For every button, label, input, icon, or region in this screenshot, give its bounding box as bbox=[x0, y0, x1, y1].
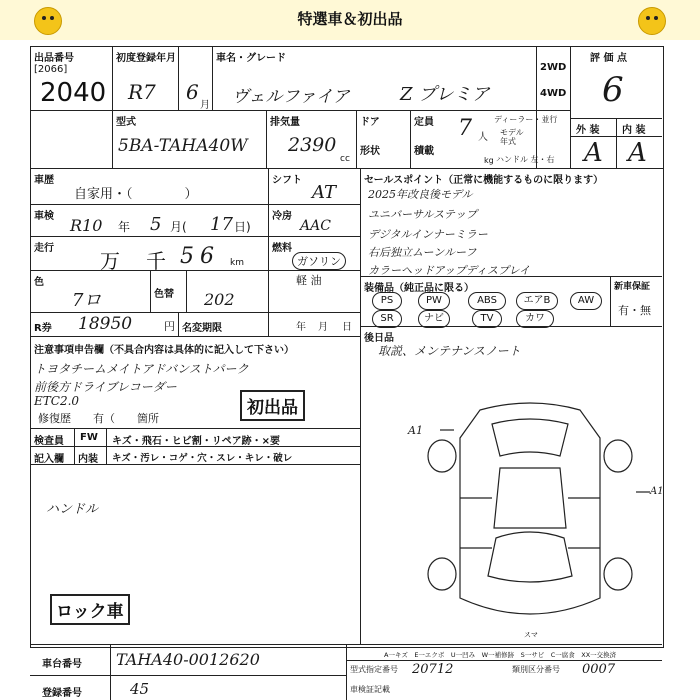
dealer-label: ディーラー・並行 bbox=[494, 115, 558, 124]
registration-cert-label: 車検証記載 bbox=[350, 685, 390, 694]
repair-history: 修復歴 有（ 箇所 bbox=[38, 412, 159, 425]
registration-label: 登録番号 bbox=[42, 688, 82, 699]
equipment-item: ABS bbox=[468, 292, 506, 310]
inspection-era: R10 bbox=[70, 216, 103, 235]
damage-legend: A一キズ E一エクボ U一凹み W一補修跡 S一サビ C一腐食 XX一交換済 bbox=[384, 651, 617, 659]
model-value: 5BA-TAHA40W bbox=[118, 136, 248, 156]
color-code-label: 色替 bbox=[154, 289, 174, 300]
drive-4wd: 4WD bbox=[540, 88, 567, 99]
sales-point-line: デジタルインナーミラー bbox=[368, 228, 488, 241]
usage-label: 車歴 bbox=[34, 175, 54, 186]
usage-value: 自家用・（ ） bbox=[74, 187, 198, 202]
class-code-label: 類別区分番号 bbox=[512, 665, 560, 674]
chassis-label: 車台番号 bbox=[42, 659, 82, 670]
fuel-label: 燃料 bbox=[272, 243, 292, 254]
ac-label: 冷房 bbox=[272, 211, 292, 222]
equipment-item: TV bbox=[472, 310, 502, 328]
sales-point-line: ユニバーサルステップ bbox=[368, 208, 477, 221]
mileage-man: 万 bbox=[100, 249, 120, 273]
equipment-item: AW bbox=[570, 292, 602, 310]
inspector-label: 検査員 bbox=[34, 436, 64, 447]
color-label: 色 bbox=[34, 277, 44, 288]
equipment-item: ナビ bbox=[418, 310, 450, 328]
equipment-item: PW bbox=[418, 292, 450, 310]
inspection-day-unit: 日) bbox=[234, 220, 251, 234]
color-code: 202 bbox=[204, 290, 235, 309]
chassis-number: TAHA40-0012620 bbox=[116, 650, 260, 669]
ac-value: AAC bbox=[300, 218, 331, 234]
sales-point-line: 2025年改良後モデル bbox=[368, 188, 473, 201]
recycle-unit: 円 bbox=[164, 320, 175, 333]
shift-label: シフト bbox=[272, 175, 302, 186]
model-year-label: モデル 年式 bbox=[500, 128, 524, 146]
sales-point-line: 右后独立ムーンルーフ bbox=[368, 246, 477, 259]
exterior-label: 外 装 bbox=[576, 125, 600, 136]
recycle-label: R券 bbox=[34, 323, 52, 334]
equipment-label: 装備品（純正品に限る） bbox=[364, 283, 474, 294]
damage-mark-side: A1 bbox=[650, 486, 664, 497]
first-reg-label: 初度登録年月 bbox=[116, 53, 176, 64]
mileage-unit: km bbox=[230, 258, 244, 268]
registration-value: 45 bbox=[130, 680, 150, 698]
inspection-year-unit: 年 bbox=[118, 220, 131, 234]
sales-point-label: セールスポイント（正常に機能するものに限ります） bbox=[364, 175, 604, 186]
exterior-grade: A bbox=[584, 138, 603, 168]
car-name: ヴェルファイア bbox=[232, 87, 350, 107]
rating-label: 評 価 点 bbox=[590, 53, 627, 64]
notes-line: トヨタチームメイトアドバンストパーク bbox=[34, 362, 249, 376]
displacement-value: 2390 bbox=[288, 134, 337, 156]
fuel-value: ガソリン bbox=[292, 252, 346, 270]
new-car-warranty-label: 新車保証 bbox=[614, 282, 651, 292]
interior-grade: A bbox=[628, 138, 647, 168]
color-value: 7ロ bbox=[72, 290, 102, 311]
inspector-code-fw: FW bbox=[80, 432, 98, 443]
after-items-value: 取説、メンテナンスノート bbox=[378, 344, 521, 358]
displacement-unit: cc bbox=[340, 154, 350, 164]
entry-label: 記入欄 bbox=[34, 454, 64, 465]
recycle-value: 18950 bbox=[78, 314, 133, 334]
banner-title: 特選車＆初出品 bbox=[297, 10, 403, 28]
sales-point-line: カラーヘッドアップディスプレイ bbox=[368, 264, 531, 277]
inspection-label: 車検 bbox=[34, 211, 54, 222]
first-listing-stamp: 初出品 bbox=[240, 390, 305, 421]
new-car-warranty-value: 有・無 bbox=[618, 304, 651, 317]
rating-overall: 6 bbox=[602, 70, 624, 110]
inspector-legend-exterior: キズ・飛石・ヒビ割・リペア跡・×要 bbox=[112, 436, 280, 447]
car-grade: Z プレミア bbox=[400, 84, 490, 105]
model-label: 型式 bbox=[116, 117, 136, 128]
equipment-item: カワ bbox=[516, 310, 554, 328]
notes-line: 前後方ドライブレコーダー bbox=[34, 380, 177, 394]
name-change-day: 日 bbox=[342, 322, 352, 333]
notes-label: 注意事項申告欄（不具合内容は具体的に記入して下さい） bbox=[34, 345, 294, 356]
shape-label: 形状 bbox=[360, 146, 380, 157]
inspection-month: 5 bbox=[150, 214, 162, 235]
fuel-alt: 軽 油 bbox=[296, 274, 322, 287]
class-code-value: 0007 bbox=[582, 662, 616, 677]
comment-handwriting: ハンドル bbox=[46, 502, 99, 517]
capacity-unit: 人 bbox=[478, 132, 488, 143]
car-name-label: 車名・グレード bbox=[216, 53, 286, 64]
load-label: 積載 bbox=[414, 146, 434, 157]
mileage-sen: 千 bbox=[146, 249, 166, 273]
first-reg-unit: 月 bbox=[200, 100, 210, 111]
inspection-month-unit: 月( bbox=[170, 220, 187, 234]
car-condition-diagram bbox=[400, 398, 660, 638]
after-items-label: 後日品 bbox=[364, 333, 394, 344]
diagram-bottom-note: スマ bbox=[524, 631, 538, 639]
shift-value: AT bbox=[312, 182, 337, 203]
load-unit: kg bbox=[484, 156, 494, 165]
equipment-item: エアB bbox=[516, 292, 558, 310]
lot-label: 出品番号 bbox=[34, 53, 74, 64]
lock-stamp: ロック車 bbox=[50, 594, 130, 625]
handle-label: ハンドル 左・右 bbox=[496, 155, 555, 164]
capacity-label: 定員 bbox=[414, 117, 434, 128]
first-reg-year: R7 bbox=[128, 80, 156, 104]
lot-number: 2040 bbox=[40, 78, 107, 108]
notes-line: ETC2.0 bbox=[34, 394, 80, 408]
inspector-code-interior: 内装 bbox=[78, 454, 98, 465]
displacement-label: 排気量 bbox=[270, 117, 300, 128]
name-change-year: 年 bbox=[296, 322, 306, 333]
inspection-day: 17 bbox=[210, 214, 233, 235]
type-designation-value: 20712 bbox=[412, 662, 454, 677]
mileage-label: 走行 bbox=[34, 243, 54, 254]
lot-sub: [2066] bbox=[34, 64, 68, 75]
name-change-label: 名変期限 bbox=[182, 323, 222, 334]
inspector-legend-interior: キズ・汚レ・コゲ・穴・スレ・キレ・破レ bbox=[112, 453, 293, 464]
damage-mark-front: A1 bbox=[408, 424, 423, 437]
mileage-value: 56 bbox=[180, 244, 220, 269]
drive-2wd: 2WD bbox=[540, 62, 567, 73]
first-reg-month: 6 bbox=[186, 80, 199, 104]
equipment-item: PS bbox=[372, 292, 402, 310]
capacity-value: 7 bbox=[458, 116, 472, 141]
interior-label: 内 装 bbox=[622, 125, 646, 136]
type-designation-label: 型式指定番号 bbox=[350, 665, 398, 674]
equipment-item: SR bbox=[372, 310, 402, 328]
door-label: ドア bbox=[360, 117, 380, 128]
name-change-month: 月 bbox=[318, 322, 328, 333]
